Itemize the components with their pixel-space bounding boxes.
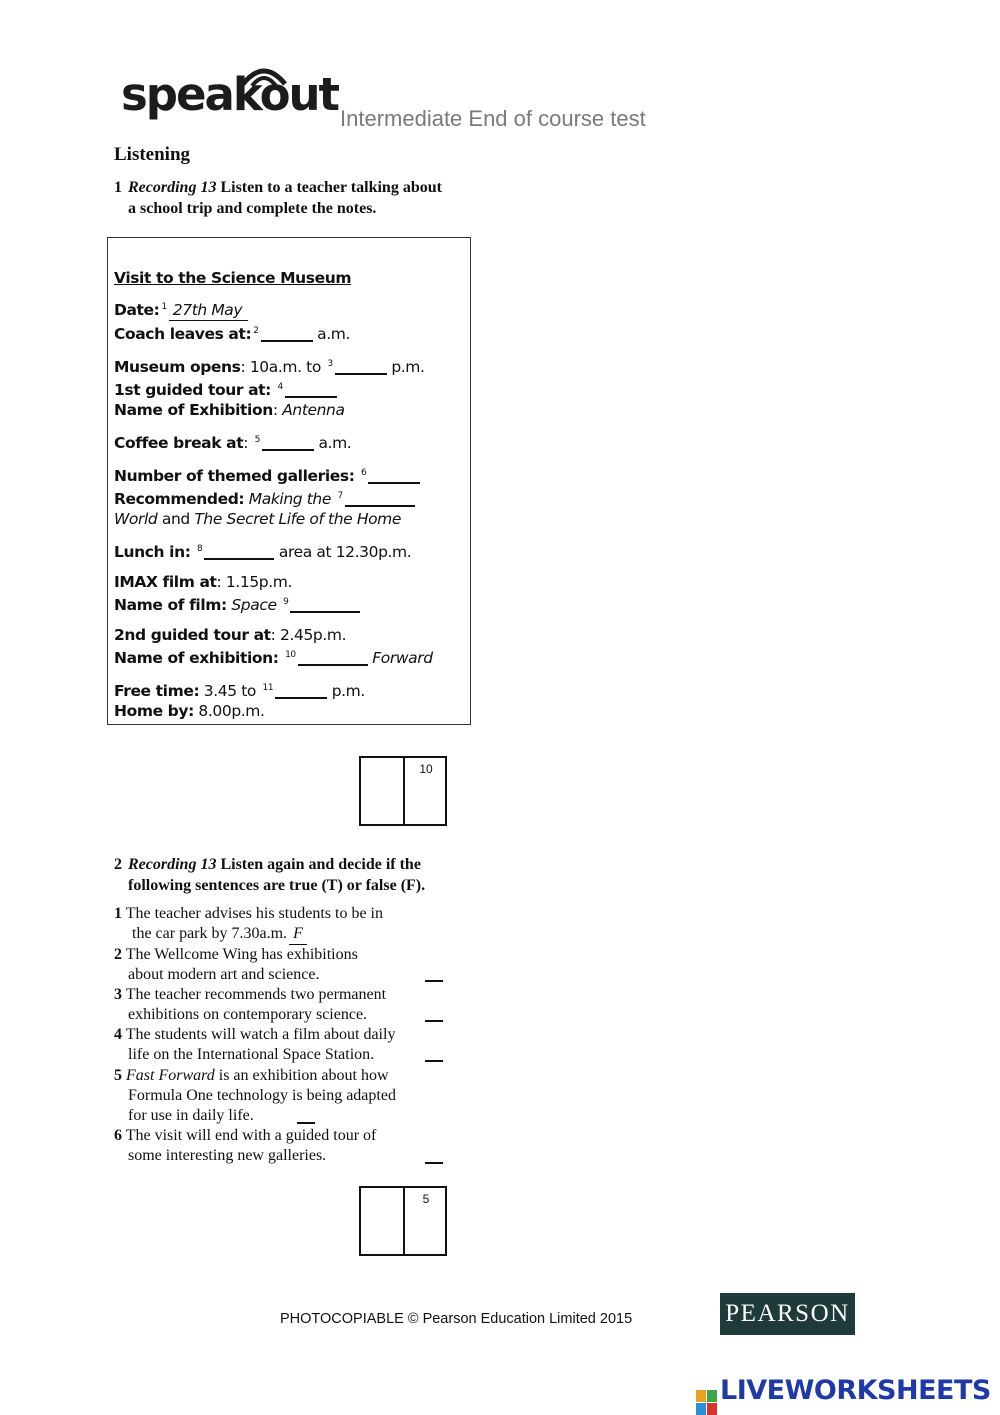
instruction-line-2: following sentences are true (T) or false (F). bbox=[128, 877, 426, 894]
copyright-footer: PHOTOCOPIABLE © Pearson Education Limited 2015 bbox=[280, 1311, 633, 1327]
gap-number: 1 bbox=[161, 302, 167, 312]
coffee-suffix: a.m. bbox=[318, 434, 352, 452]
item-number: 4 bbox=[114, 1026, 122, 1043]
gap-number: 5 bbox=[254, 435, 260, 445]
opens-suffix: p.m. bbox=[391, 358, 425, 376]
list-item bbox=[114, 1025, 414, 1065]
gap-number: 10 bbox=[285, 650, 296, 660]
coffee-time-blank[interactable] bbox=[262, 435, 314, 451]
pearson-logo: PEARSON bbox=[720, 1293, 855, 1335]
section-title: Listening bbox=[114, 144, 191, 165]
item-text: The Wellcome Wing has exhibitions bbox=[125, 946, 358, 963]
free-label: Free time: bbox=[114, 682, 200, 700]
imax-value: : 1.15p.m. bbox=[216, 573, 292, 591]
recommended-label: Recommended: bbox=[114, 490, 245, 508]
opens-label: Museum opens bbox=[114, 358, 241, 376]
coach-label: Coach leaves at: bbox=[114, 325, 252, 343]
item-number: 2 bbox=[114, 946, 122, 963]
gap-number: 9 bbox=[283, 597, 289, 607]
home-label: Home by: bbox=[114, 702, 194, 720]
item-text: The teacher advises his students to be in bbox=[125, 905, 383, 922]
tour1-label: 1st guided tour at: bbox=[114, 381, 271, 399]
recording-label: Recording 13 bbox=[128, 179, 217, 196]
item-text: The teacher recommends two permanent bbox=[125, 986, 387, 1003]
item-text: exhibitions on contemporary science. bbox=[128, 1006, 368, 1023]
answer-blank-3[interactable] bbox=[425, 1020, 443, 1022]
answer-blank-5[interactable] bbox=[297, 1122, 315, 1124]
gap-number: 3 bbox=[327, 359, 333, 369]
gap-number: 6 bbox=[361, 468, 367, 478]
separator: : bbox=[272, 401, 278, 419]
recommended-world: World bbox=[114, 510, 158, 528]
free-suffix: p.m. bbox=[331, 682, 365, 700]
liveworksheets-text: LIVEWORKSHEETS bbox=[720, 1375, 991, 1406]
home-value: 8.00p.m. bbox=[198, 702, 265, 720]
exhibition2-suffix: Forward bbox=[372, 649, 433, 667]
list-item bbox=[114, 1126, 414, 1166]
film-label: Name of film: bbox=[114, 596, 227, 614]
score-divider bbox=[403, 758, 405, 824]
test-title: Intermediate End of course test bbox=[340, 106, 646, 131]
item-text: about modern art and science. bbox=[128, 966, 320, 983]
notes-box bbox=[107, 237, 471, 725]
instruction-line-1: Listen again and decide if the bbox=[220, 856, 421, 873]
coach-suffix: a.m. bbox=[317, 325, 351, 343]
answer-field[interactable]: F bbox=[289, 924, 307, 945]
answer-blank-2[interactable] bbox=[425, 980, 443, 982]
lunch-suffix: area at 12.30p.m. bbox=[278, 543, 412, 561]
item-text: some interesting new galleries. bbox=[128, 1147, 327, 1164]
exhibition2-label: Name of exhibition: bbox=[114, 649, 279, 667]
free-value: 3.45 to bbox=[203, 682, 256, 700]
exercise-number: 1 bbox=[114, 179, 122, 196]
item-number: 6 bbox=[114, 1127, 122, 1144]
exercise-1-instruction bbox=[114, 177, 474, 219]
item-text: The visit will end with a guided tour of bbox=[125, 1127, 377, 1144]
coffee-label: Coffee break at bbox=[114, 434, 244, 452]
film-name-blank[interactable] bbox=[290, 597, 360, 613]
item-text: the car park by 7.30a.m. bbox=[132, 925, 288, 942]
free-time-blank[interactable] bbox=[275, 683, 327, 699]
instruction-line-2: a school trip and complete the notes. bbox=[128, 200, 377, 217]
speakout-logo bbox=[117, 60, 339, 130]
item-text: is an exhibition about how bbox=[214, 1067, 389, 1084]
closing-time-blank[interactable] bbox=[335, 359, 387, 375]
liveworksheets-icon bbox=[696, 1390, 717, 1415]
item-italic: Fast Forward bbox=[126, 1067, 215, 1084]
list-item bbox=[114, 985, 414, 1025]
list-item bbox=[114, 904, 414, 945]
score-box-1 bbox=[359, 756, 447, 826]
film-value: Space bbox=[231, 596, 277, 614]
gap-number: 11 bbox=[262, 683, 274, 693]
item-text: life on the International Space Station. bbox=[128, 1046, 375, 1063]
date-answer[interactable]: 27th May bbox=[169, 300, 248, 321]
item-text: for use in daily life. bbox=[128, 1107, 254, 1124]
coach-time-blank[interactable] bbox=[261, 326, 313, 342]
tour2-value: : 2.45p.m. bbox=[270, 626, 347, 644]
item-number: 3 bbox=[114, 986, 122, 1003]
list-item bbox=[114, 1066, 414, 1126]
recommended-and: and bbox=[161, 510, 190, 528]
gap-number: 7 bbox=[337, 491, 343, 501]
tour2-label: 2nd guided tour at bbox=[114, 626, 271, 644]
exhibition2-blank[interactable] bbox=[298, 650, 368, 666]
instruction-line-1: Listen to a teacher talking about bbox=[220, 179, 442, 196]
score-total: 10 bbox=[419, 762, 433, 776]
recording-label: Recording 13 bbox=[128, 856, 217, 873]
logo-text: speakout bbox=[121, 68, 339, 121]
item-text: The students will watch a film about daily bbox=[125, 1026, 396, 1043]
galleries-label: Number of themed galleries: bbox=[114, 467, 355, 485]
liveworksheets-watermark bbox=[696, 1375, 991, 1415]
lunch-label: Lunch in: bbox=[114, 543, 191, 561]
exercise-2-instruction bbox=[114, 854, 494, 896]
separator: : bbox=[243, 434, 249, 452]
notes-title: Visit to the Science Museum bbox=[114, 269, 352, 287]
item-number: 1 bbox=[114, 905, 122, 922]
item-text: Formula One technology is being adapted bbox=[128, 1087, 396, 1104]
exercise-number: 2 bbox=[114, 856, 122, 873]
lunch-area-blank[interactable] bbox=[204, 544, 274, 560]
answer-blank-6[interactable] bbox=[425, 1162, 443, 1164]
answer-blank-4[interactable] bbox=[425, 1060, 443, 1062]
list-item bbox=[114, 945, 414, 985]
recommended-text: Making the bbox=[248, 490, 331, 508]
opens-text: : 10a.m. to bbox=[240, 358, 321, 376]
date-label: Date: bbox=[114, 301, 160, 319]
score-total: 5 bbox=[422, 1192, 430, 1206]
gap-number: 2 bbox=[253, 326, 259, 336]
gap-number: 4 bbox=[277, 382, 283, 392]
galleries-blank[interactable] bbox=[368, 468, 420, 484]
recommended-second: The Secret Life of the Home bbox=[194, 510, 401, 528]
imax-label: IMAX film at bbox=[114, 573, 217, 591]
score-divider bbox=[403, 1188, 405, 1254]
score-box-2 bbox=[359, 1186, 447, 1256]
exhibition-label: Name of Exhibition bbox=[114, 401, 273, 419]
tour1-time-blank[interactable] bbox=[285, 382, 337, 398]
recommended-blank[interactable] bbox=[345, 491, 415, 507]
item-number: 5 bbox=[114, 1067, 122, 1084]
exhibition-value: Antenna bbox=[282, 401, 345, 419]
gap-number: 8 bbox=[197, 544, 203, 554]
